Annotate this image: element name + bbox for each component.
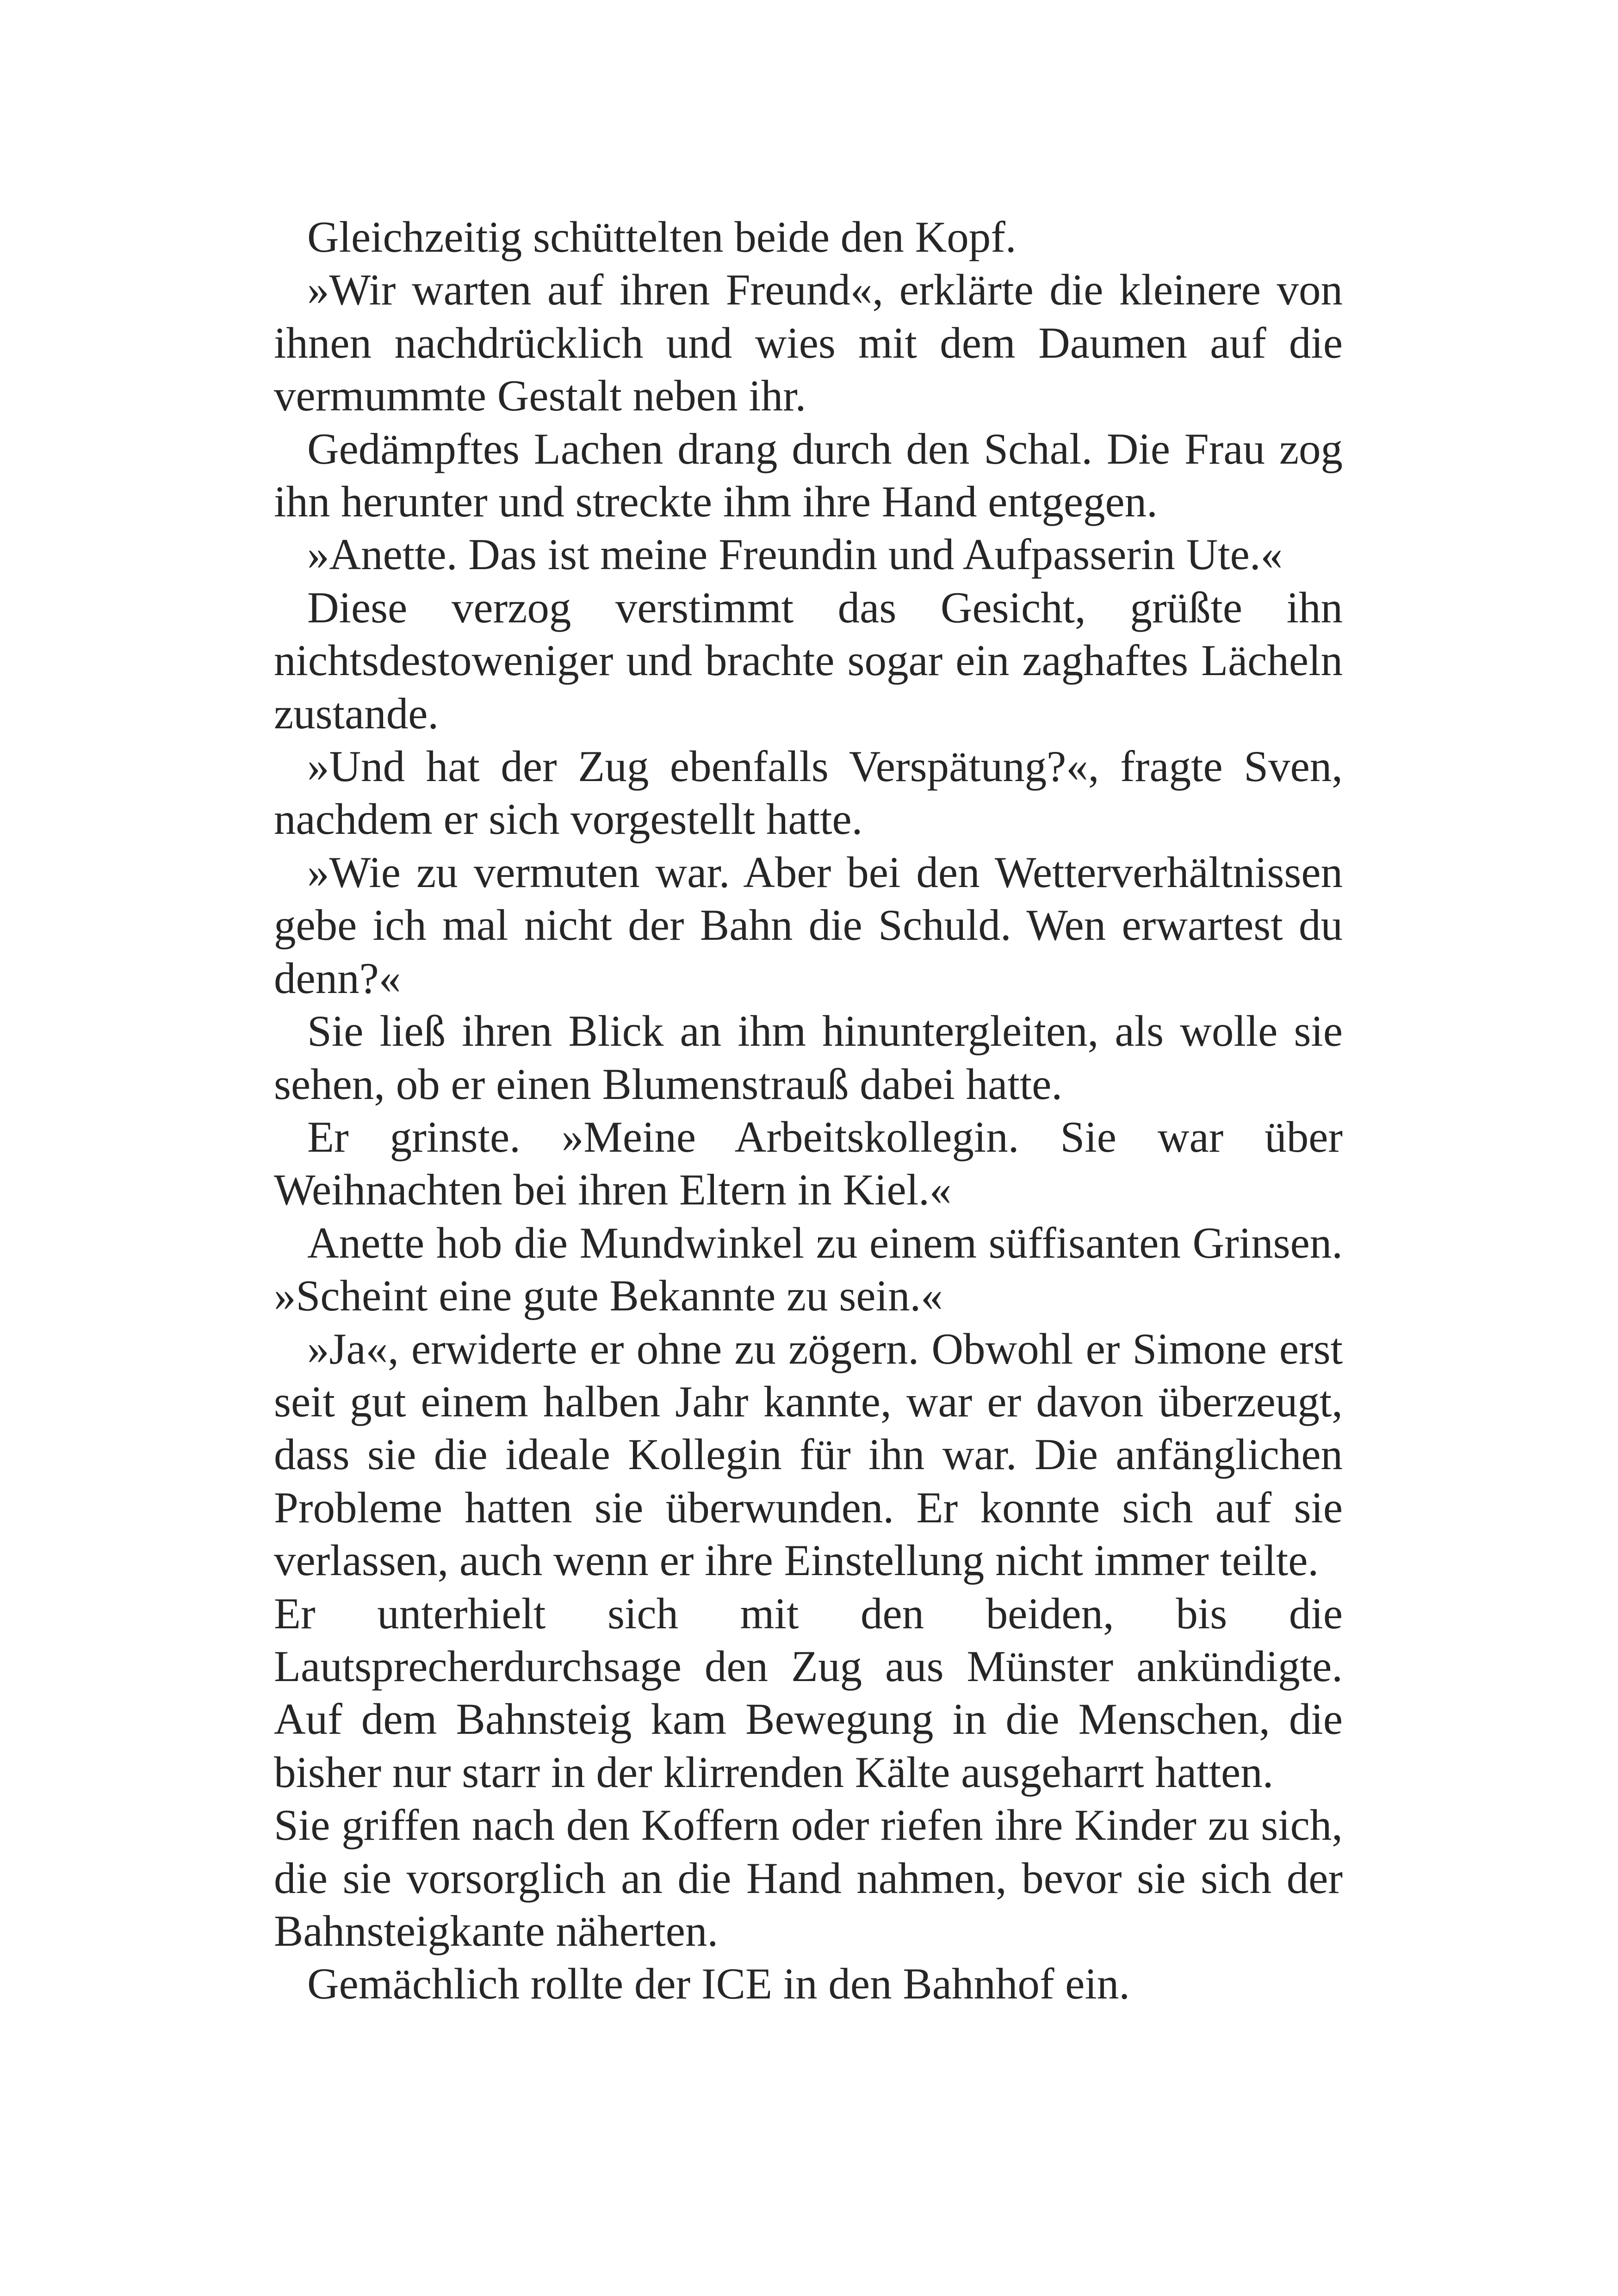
paragraph-8: Sie ließ ihren Blick an ihm hinuntergleiten, als wolle sie sehen, ob er einen Blumenstrauß dabei hatte.: [274, 1006, 1343, 1109]
paragraph-11: »Ja«, erwiderte er ohne zu zögern. Obwohl er Simone erst seit gut einem halben Jahr kannte, war er davon überzeugt, dass sie die ideale Kollegin für ihn war. Die anfänglichen Probleme hatten sie überwunden. Er konnte sich auf sie verlassen, auch wenn er ihre Einstellung nicht immer teilte.: [274, 1324, 1343, 1585]
paragraph-12: Er unterhielt sich mit den beiden, bis die Lautsprecherdurchsage den Zug aus Münster ankündigte. Auf dem Bahnsteig kam Bewegung in die Menschen, die bisher nur starr in der klirrenden Kälte ausgeharrt hatten.: [274, 1589, 1343, 1797]
paragraph-10: Anette hob die Mundwinkel zu einem süffisanten Grinsen. »Scheint eine gute Bekannte zu sein.«: [274, 1218, 1343, 1321]
paragraph-5: Diese verzog verstimmt das Gesicht, grüßte ihn nichtsdestoweniger und brachte sogar ein zaghaftes Lächeln zustande.: [274, 583, 1343, 738]
paragraph-4: »Anette. Das ist meine Freundin und Aufpasserin Ute.«: [307, 530, 1283, 579]
paragraph-2: »Wir warten auf ihren Freund«, erklärte die kleinere von ihnen nachdrücklich und wies mit dem Daumen auf die vermummte Gestalt neben ihr.: [274, 265, 1343, 421]
paragraph-7: »Wie zu vermuten war. Aber bei den Wetterverhältnissen gebe ich mal nicht der Bahn die Schuld. Wen erwartest du denn?«: [274, 847, 1343, 1003]
paragraph-3: Gedämpftes Lachen drang durch den Schal. Die Frau zog ihn herunter und streckte ihm ihre Hand entgegen.: [274, 424, 1343, 527]
paragraph-1: Gleichzeitig schüttelten beide den Kopf.: [307, 212, 1017, 261]
body-text: [274, 211, 1343, 2011]
paragraph-9: Er grinste. »Meine Arbeitskollegin. Sie war über Weihnachten bei ihren Eltern in Kiel.«: [274, 1112, 1343, 1215]
paragraph-6: »Und hat der Zug ebenfalls Verspätung?«, fragte Sven, nachdem er sich vorgestellt hatte.: [274, 742, 1343, 844]
paragraph-14: Gemächlich rollte der ICE in den Bahnhof ein.: [307, 1959, 1130, 2009]
paragraph-13: Sie griffen nach den Koffern oder riefen ihre Kinder zu sich, die sie vorsorglich an die Hand nahmen, bevor sie sich der Bahnsteigkante näherten.: [274, 1800, 1343, 1955]
